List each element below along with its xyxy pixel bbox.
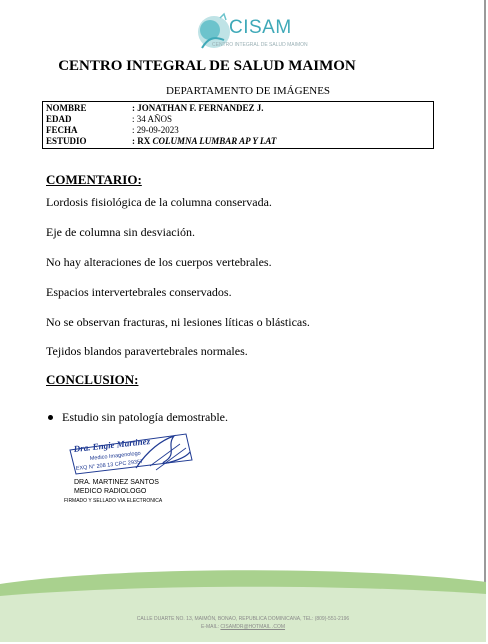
age-value: : 34 AÑOS <box>132 114 173 124</box>
doctor-name: DRA. MARTINEZ SANTOS <box>74 479 159 486</box>
stamp-exq: EXQ N° 208 13 CPC 29357 <box>75 458 144 472</box>
name-label: NOMBRE <box>46 103 87 113</box>
age-label: EDAD <box>46 114 72 124</box>
patient-info-box <box>42 101 434 149</box>
date-label: FECHA <box>46 125 78 135</box>
footer-email-line <box>0 623 486 631</box>
footer <box>0 615 486 631</box>
study-name: COLUMNA LUMBAR AP Y LAT <box>152 136 277 146</box>
study-prefix: : RX <box>132 136 153 146</box>
comment-line: Eje de columna sin desviación. <box>46 225 195 239</box>
department-title: DEPARTAMENTO DE IMÁGENES <box>165 85 331 97</box>
logo-name: CISAM <box>229 17 292 38</box>
patient-age-row <box>46 114 430 125</box>
comment-line: Tejidos blandos paravertebrales normales. <box>46 344 248 358</box>
date-value: : 29-09-2023 <box>132 125 179 135</box>
footer-address: CALLE DUARTE NO. 13, MAIMÓN, BONAO, REPUBLICA DOMINICANA, TEL: (809)-551-2196 <box>136 616 350 622</box>
study-value <box>132 136 276 147</box>
page-title: CENTRO INTEGRAL DE SALUD MAIMON <box>58 58 356 74</box>
bullet-icon <box>48 415 53 420</box>
doctor-block <box>74 478 159 496</box>
signature-stamp <box>66 430 196 476</box>
comment-line: No hay alteraciones de los cuerpos vertebrales. <box>46 255 272 269</box>
logo-subtitle: CENTRO INTEGRAL DE SALUD MAIMON <box>212 42 308 48</box>
comment-line: Lordosis fisiológica de la columna conservada. <box>46 195 272 209</box>
conclusion-item <box>62 410 228 425</box>
patient-date-row <box>46 125 430 136</box>
name-value: : JONATHAN F. FERNANDEZ J. <box>132 103 264 113</box>
comment-heading: COMENTARIO: <box>46 172 142 187</box>
comment-line: No se observan fracturas, ni lesiones líticas o blásticas. <box>46 315 310 329</box>
comment-line: Espacios intervertebrales conservados. <box>46 285 232 299</box>
patient-name-row <box>46 103 430 114</box>
patient-study-row <box>46 136 430 147</box>
email-link[interactable]: CISAMDR@HOTMAIL .COM <box>220 624 286 630</box>
doctor-role: MEDICO RADIOLOGO <box>74 488 147 495</box>
stamp-name: Dra. Engie Martinez <box>73 436 151 454</box>
email-label: E-MAIL: <box>200 624 221 630</box>
study-label: ESTUDIO <box>46 136 87 146</box>
conclusion-text: Estudio sin patología demostrable. <box>62 410 228 424</box>
signature-note: FIRMADO Y SELLADO VIA ELECTRONICA <box>64 498 163 504</box>
stamp-role: Medico Imagenologo <box>89 450 141 462</box>
conclusion-heading: CONCLUSION: <box>46 372 139 387</box>
